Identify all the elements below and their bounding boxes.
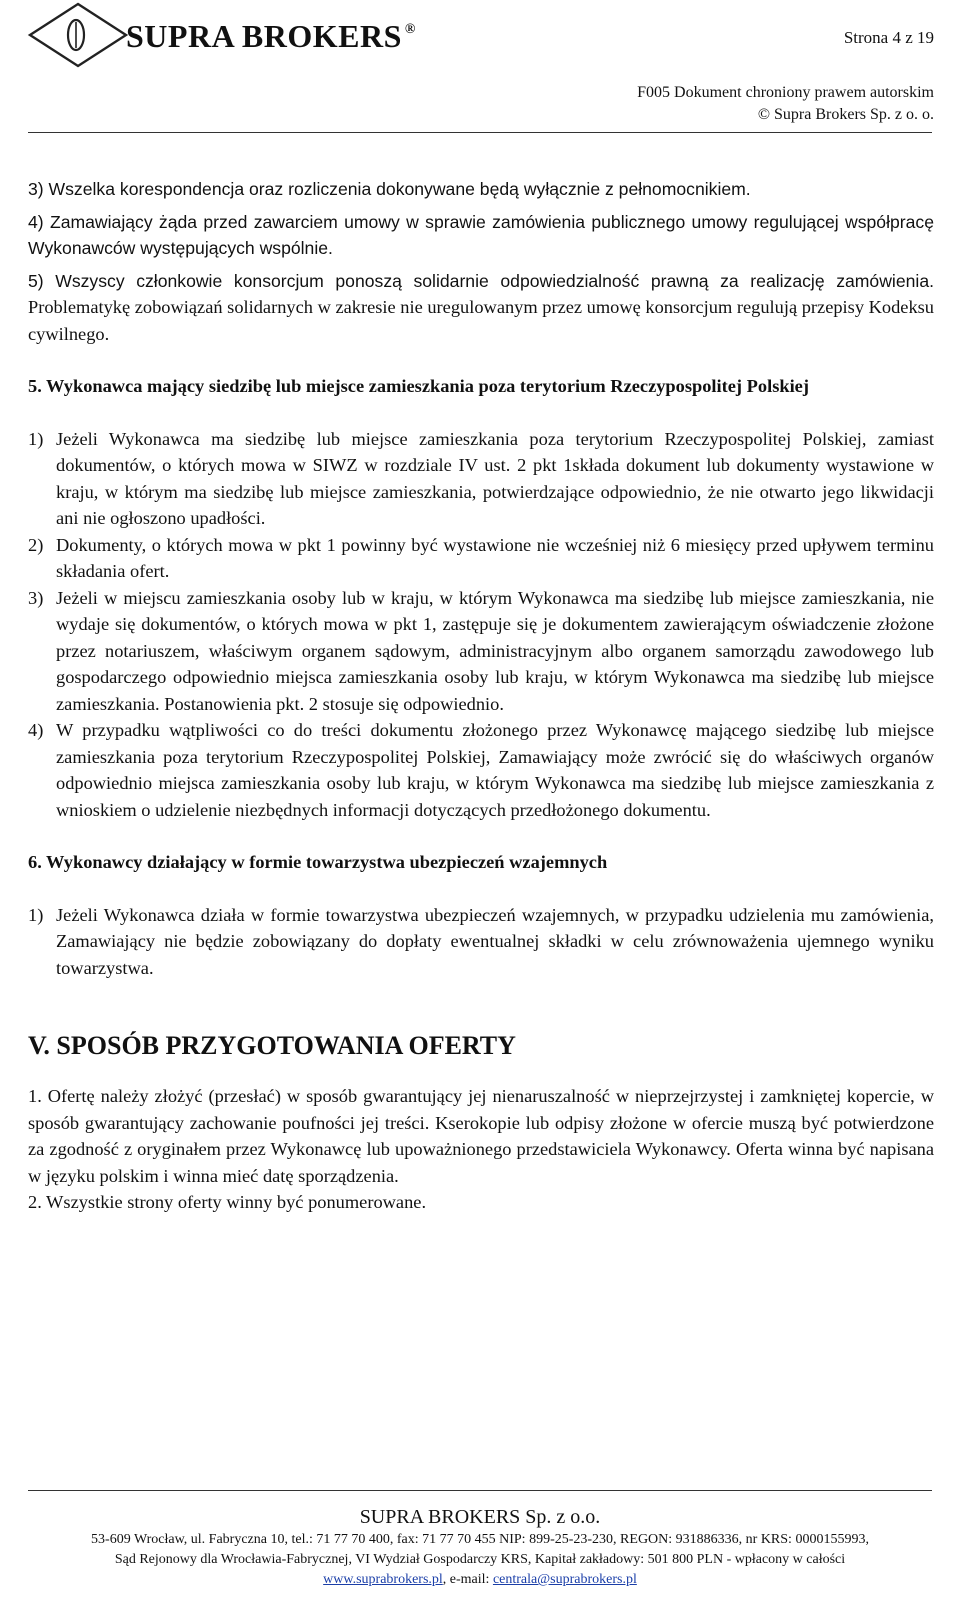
brand-name: SUPRA BROKERS ®	[126, 18, 416, 54]
footer-court-info: Sąd Rejonowy dla Wrocławia-Fabrycznej, VI Wydział Gospodarczy KRS, Kapitał zakładowy: 501 800 PLN - wpłacony w całości	[114, 1552, 846, 1567]
page-footer	[0, 1504, 960, 1590]
document-code: F005 Dokument chroniony prawem autorskim	[637, 84, 934, 101]
copyright-notice: © Supra Brokers Sp. z o. o.	[757, 106, 934, 123]
list-item: 1) Jeżeli Wykonawca działa w formie towarzystwa ubezpieczeń wzajemnych, w przypadku udzielenia mu zamówienia, Zamawiający nie będzie zobowiązany do dopłaty ewentualnej składki w celu zrównoważenia ujemnego wyniku towarzystwa.	[28, 904, 934, 978]
chapter-v-heading: V. SPOSÓB PRZYGOTOWANIA OFERTY	[28, 1031, 516, 1060]
section-6-heading: 6. Wykonawcy działający w formie towarzystwa ubezpieczeń wzajemnych	[28, 852, 608, 872]
section-5-heading: 5. Wykonawca mający siedzibę lub miejsce zamieszkania poza terytorium Rzeczypospolitej Polskiej	[28, 376, 809, 396]
list-item: 1) Jeżeli Wykonawca ma siedzibę lub miejsce zamieszkania poza terytorium Rzeczypospolitej Polskiej, zamiast dokumentów, o których mowa w SIWZ w rozdziale IV ust. 2 pkt 1składa dokument lub dokumenty wystawione w kraju, w którym ma siedzibę lub miejsce zamieszkania, potwierdzające odpowiednio, że nie otwarto jego likwidacji ani nie ogłoszono upadłości.	[28, 428, 934, 528]
page-header	[0, 0, 960, 132]
list-item: 2) Dokumenty, o których mowa w pkt 1 powinny być wystawione nie wcześniej niż 6 miesięcy przed upływem terminu składania ofert.	[28, 534, 934, 581]
header-divider	[28, 132, 932, 133]
footer-address: 53-609 Wrocław, ul. Fabryczna 10, tel.: 71 77 70 400, fax: 71 77 70 455 NIP: 899-25-23-230, REGON: 931886336, nr KRS: 0000155993,	[91, 1532, 869, 1547]
paragraph-correspondence: 3) Wszelka korespondencja oraz rozliczenia dokonywane będą wyłącznie z pełnomocnikiem.	[28, 179, 751, 199]
paragraph-joint-liability: 5) Wszyscy członkowie konsorcjum ponoszą solidarnie odpowiedzialność prawną za realizację zamówienia. Problematykę zobowiązań solidarnych w zakresie nie uregulowanym przez umowę konsorcjum regulują przepisy Kodeksu cywilnego.	[28, 270, 934, 344]
footer-divider	[28, 1490, 932, 1491]
trademark-symbol: ®	[404, 22, 416, 37]
email-link[interactable]: centrala@suprabrokers.pl	[492, 1572, 637, 1587]
website-link[interactable]: www.suprabrokers.pl	[323, 1572, 443, 1587]
list-item: 3) Jeżeli w miejscu zamieszkania osoby lub w kraju, w którym Wykonawca ma siedzibę lub miejsce zamieszkania, nie wydaje się dokumentów, o których mowa w pkt 1, zastępuje się je dokumentem zawierającym oświadczenie złożone przez notariuszem, właściwym organem sądowym, administracyjnym albo organem samorządu zawodowego lub gospodarczego odpowiednio miejsca zamieszkania osoby lub kraju, w którym Wykonawca ma siedzibę lub miejsce zamieszkania. Postanowienia pkt. 2 stosuje się odpowiednio.	[28, 587, 934, 714]
paragraph-consortium-agreement: 4) Zamawiający żąda przed zawarciem umowy w sprawie zamówienia publicznego umowy regulującej współpracę Wykonawców występujących wspólnie.	[28, 211, 934, 258]
document-body	[28, 176, 934, 1216]
list-item: 4) W przypadku wątpliwości co do treści dokumentu złożonego przez Wykonawcę mającego siedzibę lub miejsce zamieszkania poza terytorium Rzeczypospolitej Polskiej, Zamawiający może zwrócić się do właściwych organów odpowiednio miejsca zamieszkania osoby lub kraju, w którym Wykonawca ma siedzibę lub miejsce zamieszkania z wnioskiem o udzielenie niezbędnych informacji dotyczących przedłożonego dokumentu.	[28, 720, 934, 820]
page-numbering-paragraph: 2. Wszystkie strony oferty winny być ponumerowane.	[28, 1192, 427, 1212]
footer-company-name: SUPRA BROKERS Sp. z o.o.	[359, 1506, 601, 1528]
page-number: Strona 4 z 19	[843, 28, 934, 47]
offer-preparation-paragraph: 1. Ofertę należy złożyć (przesłać) w sposób gwarantujący jej nienaruszalność w nieprzejrzystej i zamkniętej kopercie, w sposób gwarantujący zachowanie poufności jej treści. Kserokopie lub odpisy złożone w ofercie muszą być potwierdzone za zgodność z oryginałem przez Wykonawcę lub upoważnionego przedstawiciela Wykonawcy. Oferta winna być napisana w języku polskim i winna mieć datę sporządzenia.	[28, 1086, 934, 1186]
footer-contact: www.suprabrokers.pl, e-mail: centrala@suprabrokers.pl	[323, 1572, 637, 1587]
supra-brokers-logo-icon	[26, 2, 130, 68]
